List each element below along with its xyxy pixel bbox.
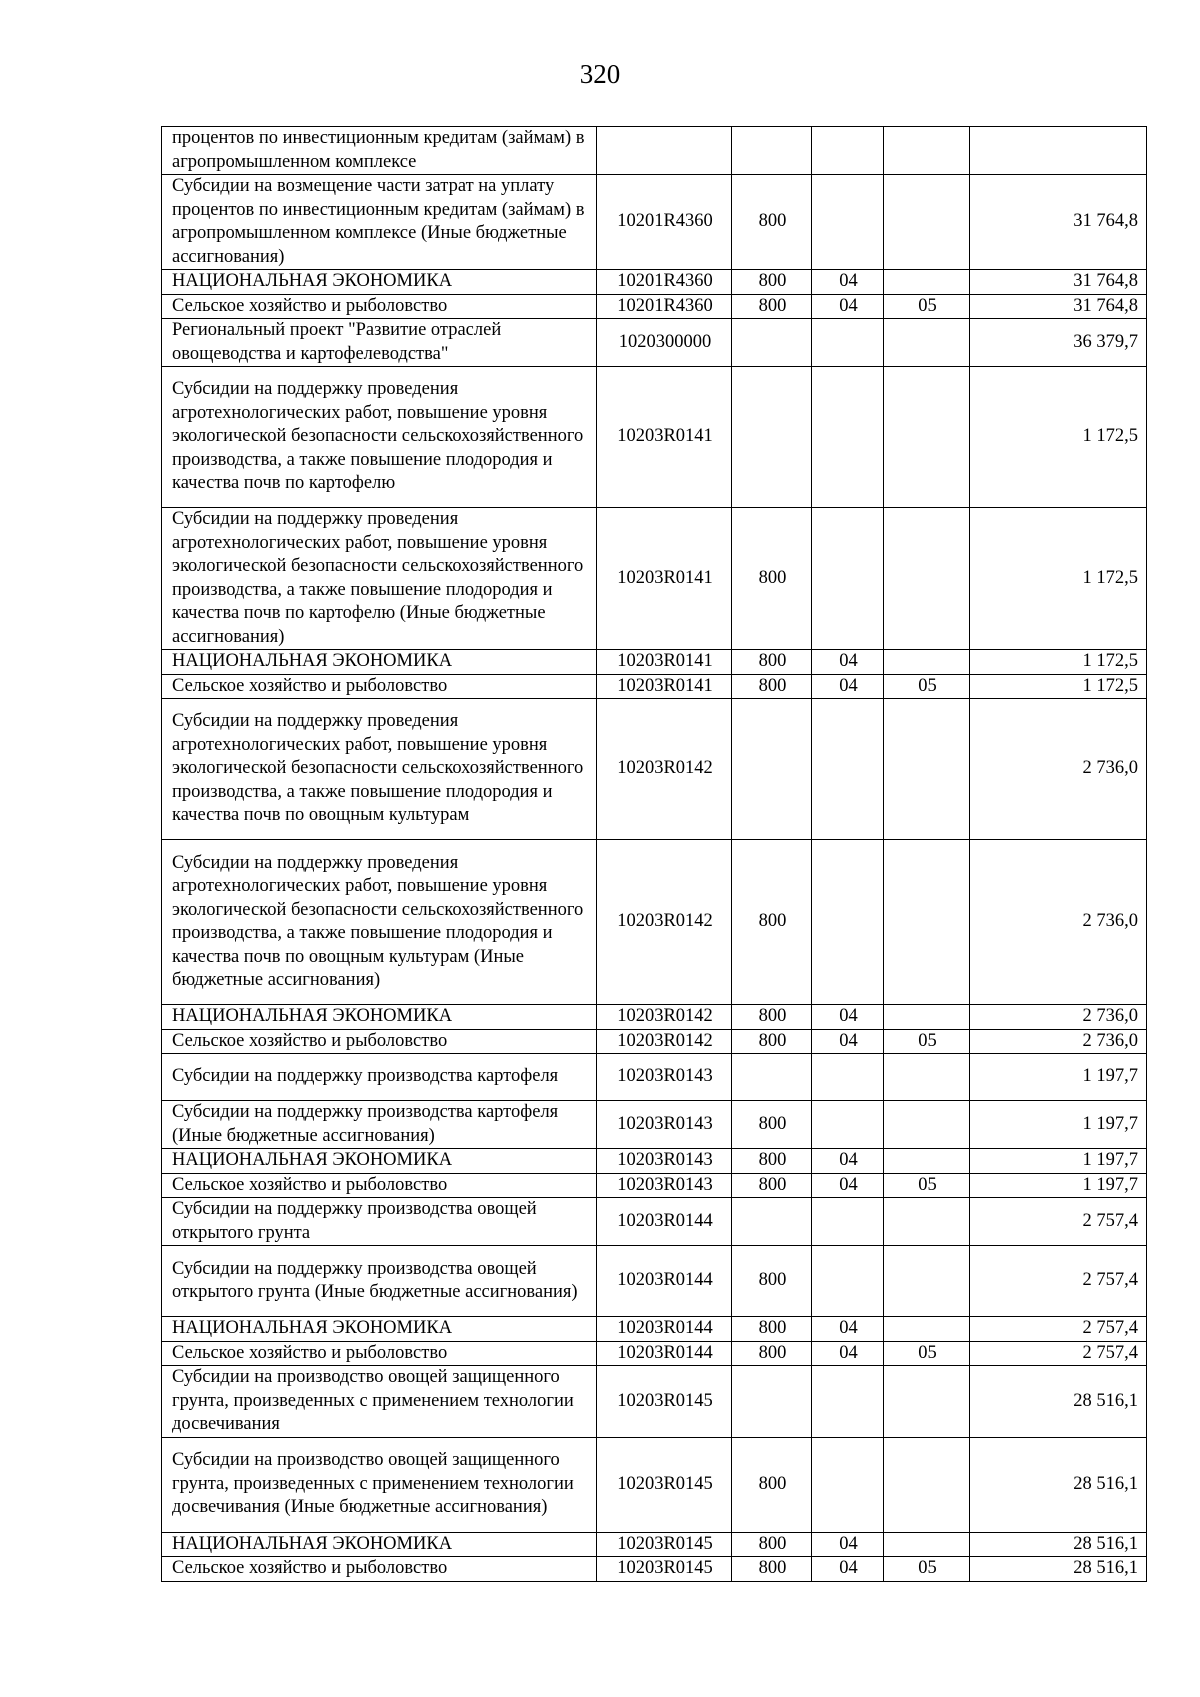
table-row bbox=[162, 1317, 1147, 1342]
row-pr bbox=[884, 127, 970, 175]
row-rz: 04 bbox=[812, 294, 884, 319]
row-pr bbox=[884, 319, 970, 367]
row-name: Субсидии на производство овощей защищенного грунта, произведенных с применением технологии досвечивания (Иные бюджетные ассигнования) bbox=[162, 1437, 597, 1532]
row-rz bbox=[812, 1101, 884, 1149]
row-code: 10203R0142 bbox=[597, 1005, 732, 1030]
table-row bbox=[162, 367, 1147, 508]
row-name: Субсидии на поддержку производства овощей открытого грунта (Иные бюджетные ассигнования) bbox=[162, 1246, 597, 1317]
row-sum: 28 516,1 bbox=[970, 1366, 1147, 1438]
row-sum: 2 736,0 bbox=[970, 699, 1147, 840]
row-pr bbox=[884, 699, 970, 840]
row-sum: 1 197,7 bbox=[970, 1149, 1147, 1174]
row-rz bbox=[812, 508, 884, 650]
row-pr bbox=[884, 1246, 970, 1317]
row-name: НАЦИОНАЛЬНАЯ ЭКОНОМИКА bbox=[162, 650, 597, 675]
row-pr bbox=[884, 1101, 970, 1149]
row-pr bbox=[884, 1437, 970, 1532]
row-vr: 800 bbox=[732, 1341, 812, 1366]
row-vr: 800 bbox=[732, 1437, 812, 1532]
row-pr bbox=[884, 270, 970, 295]
table-row bbox=[162, 1246, 1147, 1317]
row-sum: 2 757,4 bbox=[970, 1198, 1147, 1246]
row-sum: 1 197,7 bbox=[970, 1173, 1147, 1198]
row-code: 10203R0143 bbox=[597, 1054, 732, 1101]
budget-table bbox=[161, 126, 1147, 1582]
row-sum: 31 764,8 bbox=[970, 270, 1147, 295]
table-row bbox=[162, 1101, 1147, 1149]
row-code: 10203R0144 bbox=[597, 1198, 732, 1246]
row-name: Сельское хозяйство и рыболовство bbox=[162, 1173, 597, 1198]
row-rz bbox=[812, 1437, 884, 1532]
row-vr: 800 bbox=[732, 1246, 812, 1317]
row-pr: 05 bbox=[884, 1173, 970, 1198]
row-rz bbox=[812, 127, 884, 175]
row-sum: 28 516,1 bbox=[970, 1437, 1147, 1532]
row-vr: 800 bbox=[732, 1557, 812, 1582]
row-vr: 800 bbox=[732, 508, 812, 650]
row-sum: 1 197,7 bbox=[970, 1054, 1147, 1101]
row-pr: 05 bbox=[884, 674, 970, 699]
row-code: 10203R0141 bbox=[597, 367, 732, 508]
table-row bbox=[162, 1557, 1147, 1582]
row-rz: 04 bbox=[812, 1317, 884, 1342]
row-sum: 1 172,5 bbox=[970, 508, 1147, 650]
row-name: Субсидии на поддержку проведения агротехнологических работ, повышение уровня экологической безопасности сельскохозяйственного производства, а также повышение плодородия и качества почв по картофелю (Иные бюджетные ассигнования) bbox=[162, 508, 597, 650]
table-row bbox=[162, 270, 1147, 295]
row-code: 10203R0141 bbox=[597, 674, 732, 699]
row-vr: 800 bbox=[732, 1149, 812, 1174]
row-sum: 1 172,5 bbox=[970, 367, 1147, 508]
page-number: 320 bbox=[579, 59, 621, 89]
row-pr bbox=[884, 1198, 970, 1246]
row-pr bbox=[884, 1366, 970, 1438]
row-rz bbox=[812, 175, 884, 270]
row-sum: 36 379,7 bbox=[970, 319, 1147, 367]
row-code: 10203R0143 bbox=[597, 1101, 732, 1149]
row-vr bbox=[732, 319, 812, 367]
row-pr bbox=[884, 1149, 970, 1174]
row-code: 1020300000 bbox=[597, 319, 732, 367]
row-pr bbox=[884, 367, 970, 508]
row-rz bbox=[812, 319, 884, 367]
row-code: 10203R0142 bbox=[597, 840, 732, 1005]
row-code: 10203R0145 bbox=[597, 1366, 732, 1438]
row-rz bbox=[812, 840, 884, 1005]
row-vr bbox=[732, 367, 812, 508]
row-name: Субсидии на поддержку проведения агротехнологических работ, повышение уровня экологической безопасности сельскохозяйственного производства, а также повышение плодородия и качества почв по картофелю bbox=[162, 367, 597, 508]
table-row bbox=[162, 1366, 1147, 1438]
row-name: НАЦИОНАЛЬНАЯ ЭКОНОМИКА bbox=[162, 1532, 597, 1557]
row-pr bbox=[884, 1054, 970, 1101]
row-rz: 04 bbox=[812, 1173, 884, 1198]
row-code: 10203R0142 bbox=[597, 1029, 732, 1054]
row-code: 10203R0145 bbox=[597, 1437, 732, 1532]
row-vr: 800 bbox=[732, 840, 812, 1005]
row-name: Региональный проект "Развитие отраслей овощеводства и картофелеводства" bbox=[162, 319, 597, 367]
table-row bbox=[162, 1532, 1147, 1557]
row-rz bbox=[812, 1198, 884, 1246]
row-vr bbox=[732, 1054, 812, 1101]
row-sum: 1 197,7 bbox=[970, 1101, 1147, 1149]
table-row bbox=[162, 1173, 1147, 1198]
row-rz: 04 bbox=[812, 1532, 884, 1557]
row-name: Субсидии на производство овощей защищенного грунта, произведенных с применением технологии досвечивания bbox=[162, 1366, 597, 1438]
row-vr: 800 bbox=[732, 1005, 812, 1030]
row-vr: 800 bbox=[732, 1101, 812, 1149]
row-name: Сельское хозяйство и рыболовство bbox=[162, 674, 597, 699]
row-vr bbox=[732, 1198, 812, 1246]
row-name: НАЦИОНАЛЬНАЯ ЭКОНОМИКА bbox=[162, 1317, 597, 1342]
row-rz: 04 bbox=[812, 650, 884, 675]
table-row bbox=[162, 699, 1147, 840]
row-code: 10203R0144 bbox=[597, 1341, 732, 1366]
row-code: 10203R0144 bbox=[597, 1246, 732, 1317]
row-sum: 2 757,4 bbox=[970, 1317, 1147, 1342]
row-vr: 800 bbox=[732, 270, 812, 295]
row-sum: 1 172,5 bbox=[970, 650, 1147, 675]
row-code: 10203R0145 bbox=[597, 1532, 732, 1557]
row-sum: 31 764,8 bbox=[970, 175, 1147, 270]
row-pr bbox=[884, 1532, 970, 1557]
row-name: Сельское хозяйство и рыболовство bbox=[162, 1557, 597, 1582]
row-code: 10203R0142 bbox=[597, 699, 732, 840]
row-name: Сельское хозяйство и рыболовство bbox=[162, 294, 597, 319]
row-rz bbox=[812, 1366, 884, 1438]
row-name: НАЦИОНАЛЬНАЯ ЭКОНОМИКА bbox=[162, 1149, 597, 1174]
row-rz: 04 bbox=[812, 1005, 884, 1030]
table-row bbox=[162, 1149, 1147, 1174]
row-code: 10203R0145 bbox=[597, 1557, 732, 1582]
row-vr: 800 bbox=[732, 1317, 812, 1342]
row-sum: 2 736,0 bbox=[970, 1005, 1147, 1030]
row-vr bbox=[732, 1366, 812, 1438]
row-sum: 31 764,8 bbox=[970, 294, 1147, 319]
row-sum: 2 736,0 bbox=[970, 840, 1147, 1005]
row-vr: 800 bbox=[732, 175, 812, 270]
row-name: НАЦИОНАЛЬНАЯ ЭКОНОМИКА bbox=[162, 270, 597, 295]
row-name: Субсидии на поддержку производства картофеля bbox=[162, 1054, 597, 1101]
row-name: Сельское хозяйство и рыболовство bbox=[162, 1029, 597, 1054]
row-rz bbox=[812, 1246, 884, 1317]
table-row bbox=[162, 1029, 1147, 1054]
table-row bbox=[162, 674, 1147, 699]
row-pr: 05 bbox=[884, 1029, 970, 1054]
row-vr: 800 bbox=[732, 1173, 812, 1198]
row-code: 10203R0141 bbox=[597, 650, 732, 675]
row-sum: 1 172,5 bbox=[970, 674, 1147, 699]
row-rz bbox=[812, 367, 884, 508]
row-sum: 2 757,4 bbox=[970, 1341, 1147, 1366]
row-code: 10203R0143 bbox=[597, 1173, 732, 1198]
row-rz: 04 bbox=[812, 1341, 884, 1366]
row-vr: 800 bbox=[732, 294, 812, 319]
row-sum: 28 516,1 bbox=[970, 1532, 1147, 1557]
table-row bbox=[162, 1437, 1147, 1532]
row-vr bbox=[732, 127, 812, 175]
row-code: 10203R0143 bbox=[597, 1149, 732, 1174]
row-code: 10201R4360 bbox=[597, 294, 732, 319]
row-rz bbox=[812, 1054, 884, 1101]
table-row bbox=[162, 508, 1147, 650]
row-rz: 04 bbox=[812, 674, 884, 699]
row-code: 10203R0141 bbox=[597, 508, 732, 650]
row-code: 10203R0144 bbox=[597, 1317, 732, 1342]
row-pr bbox=[884, 840, 970, 1005]
row-name: Сельское хозяйство и рыболовство bbox=[162, 1341, 597, 1366]
row-rz bbox=[812, 699, 884, 840]
table-row bbox=[162, 1005, 1147, 1030]
row-vr bbox=[732, 699, 812, 840]
row-pr: 05 bbox=[884, 1557, 970, 1582]
row-sum: 28 516,1 bbox=[970, 1557, 1147, 1582]
row-rz: 04 bbox=[812, 1557, 884, 1582]
row-pr bbox=[884, 650, 970, 675]
row-name: процентов по инвестиционным кредитам (займам) в агропромышленном комплексе bbox=[162, 127, 597, 175]
table-row bbox=[162, 127, 1147, 175]
row-pr bbox=[884, 1317, 970, 1342]
table-row bbox=[162, 294, 1147, 319]
row-name: НАЦИОНАЛЬНАЯ ЭКОНОМИКА bbox=[162, 1005, 597, 1030]
row-sum: 2 736,0 bbox=[970, 1029, 1147, 1054]
row-name: Субсидии на поддержку проведения агротехнологических работ, повышение уровня экологической безопасности сельскохозяйственного производства, а также повышение плодородия и качества почв по овощным культурам (Иные бюджетные ассигнования) bbox=[162, 840, 597, 1005]
row-pr: 05 bbox=[884, 1341, 970, 1366]
row-pr: 05 bbox=[884, 294, 970, 319]
table-row bbox=[162, 840, 1147, 1005]
row-rz: 04 bbox=[812, 1029, 884, 1054]
row-name: Субсидии на поддержку производства овощей открытого грунта bbox=[162, 1198, 597, 1246]
row-name: Субсидии на поддержку производства картофеля (Иные бюджетные ассигнования) bbox=[162, 1101, 597, 1149]
row-code: 10201R4360 bbox=[597, 270, 732, 295]
row-pr bbox=[884, 1005, 970, 1030]
row-pr bbox=[884, 175, 970, 270]
row-vr: 800 bbox=[732, 1029, 812, 1054]
table-row bbox=[162, 650, 1147, 675]
row-vr: 800 bbox=[732, 674, 812, 699]
row-vr: 800 bbox=[732, 1532, 812, 1557]
table-row bbox=[162, 175, 1147, 270]
row-vr: 800 bbox=[732, 650, 812, 675]
row-name: Субсидии на поддержку проведения агротехнологических работ, повышение уровня экологической безопасности сельскохозяйственного производства, а также повышение плодородия и качества почв по овощным культурам bbox=[162, 699, 597, 840]
row-code bbox=[597, 127, 732, 175]
table-row bbox=[162, 1054, 1147, 1101]
row-sum bbox=[970, 127, 1147, 175]
row-sum: 2 757,4 bbox=[970, 1246, 1147, 1317]
table-row bbox=[162, 1198, 1147, 1246]
row-rz: 04 bbox=[812, 270, 884, 295]
row-pr bbox=[884, 508, 970, 650]
row-name: Субсидии на возмещение части затрат на уплату процентов по инвестиционным кредитам (займам) в агропромышленном комплексе (Иные бюджетные ассигнования) bbox=[162, 175, 597, 270]
row-code: 10201R4360 bbox=[597, 175, 732, 270]
row-rz: 04 bbox=[812, 1149, 884, 1174]
table-row bbox=[162, 1341, 1147, 1366]
table-row bbox=[162, 319, 1147, 367]
